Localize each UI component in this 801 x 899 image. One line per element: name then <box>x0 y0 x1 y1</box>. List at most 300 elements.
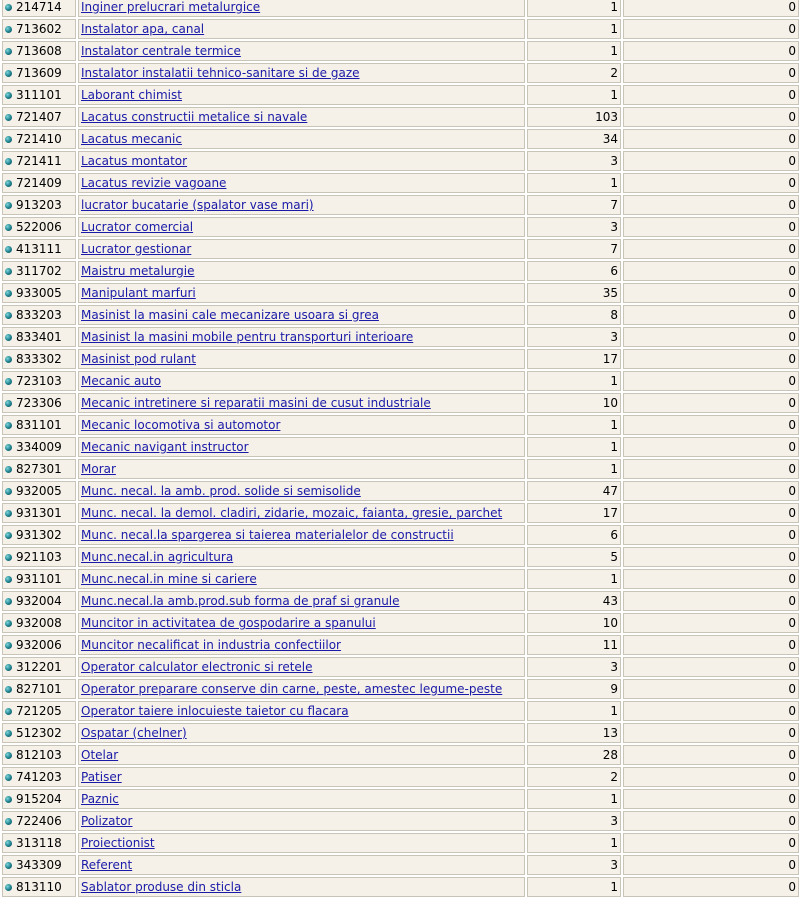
cor-code-cell <box>2 701 76 721</box>
table-row <box>2 195 799 215</box>
table-row <box>2 0 799 17</box>
vacancy-count-cell: 17 <box>527 349 621 369</box>
job-title-cell <box>78 0 525 17</box>
table-row <box>2 393 799 413</box>
cor-code: 833401 <box>16 330 62 344</box>
job-title-link[interactable]: Proiectionist <box>81 836 155 850</box>
cor-code-cell <box>2 173 76 193</box>
secondary-count-cell: 0 <box>623 151 799 171</box>
vacancy-count-cell: 1 <box>527 19 621 39</box>
table-row <box>2 767 799 787</box>
secondary-count-cell: 0 <box>623 525 799 545</box>
table-row <box>2 283 799 303</box>
job-title-link[interactable]: Munc. necal. la demol. cladiri, zidarie, mozaic, faianta, gresie, parchet <box>81 506 503 520</box>
secondary-count-cell: 0 <box>623 41 799 61</box>
bullet-icon <box>5 796 12 803</box>
table-row <box>2 811 799 831</box>
bullet-icon <box>5 774 12 781</box>
cor-code: 931101 <box>16 572 62 586</box>
table-row <box>2 547 799 567</box>
job-title-link[interactable]: Mecanic navigant instructor <box>81 440 249 454</box>
table-row <box>2 217 799 237</box>
cor-code-cell <box>2 833 76 853</box>
table-row <box>2 19 799 39</box>
bullet-icon <box>5 686 12 693</box>
cor-code-cell <box>2 107 76 127</box>
job-title-cell <box>78 217 525 237</box>
cor-code-cell <box>2 811 76 831</box>
vacancy-count-cell: 43 <box>527 591 621 611</box>
secondary-count-cell: 0 <box>623 371 799 391</box>
cor-code-cell <box>2 767 76 787</box>
cor-code: 522006 <box>16 220 62 234</box>
job-title-link[interactable]: Operator taiere inlocuieste taietor cu flacara <box>81 704 349 718</box>
secondary-count-cell: 0 <box>623 85 799 105</box>
table-row <box>2 129 799 149</box>
bullet-icon <box>5 862 12 869</box>
cor-code: 721409 <box>16 176 62 190</box>
bullet-icon <box>5 92 12 99</box>
cor-code: 713608 <box>16 44 62 58</box>
table-row <box>2 613 799 633</box>
bullet-icon <box>5 730 12 737</box>
job-title-cell <box>78 613 525 633</box>
cor-code-cell <box>2 635 76 655</box>
job-title-link[interactable]: Ospatar (chelner) <box>81 726 187 740</box>
bullet-icon <box>5 114 12 121</box>
cor-code: 721410 <box>16 132 62 146</box>
vacancy-count-cell: 1 <box>527 415 621 435</box>
vacancy-count-cell: 7 <box>527 239 621 259</box>
job-title-cell <box>78 349 525 369</box>
cor-code-cell <box>2 371 76 391</box>
cor-code-cell <box>2 305 76 325</box>
job-title-cell <box>78 591 525 611</box>
secondary-count-cell: 0 <box>623 877 799 897</box>
vacancy-count-cell: 1 <box>527 789 621 809</box>
job-title-cell <box>78 481 525 501</box>
job-title-cell <box>78 261 525 281</box>
job-title-link[interactable]: Mecanic auto <box>81 374 162 388</box>
secondary-count-cell: 0 <box>623 437 799 457</box>
job-title-link[interactable]: Manipulant marfuri <box>81 286 196 300</box>
bullet-icon <box>5 708 12 715</box>
table-row <box>2 679 799 699</box>
job-title-link[interactable]: Otelar <box>81 748 119 762</box>
job-title-cell <box>78 437 525 457</box>
bullet-icon <box>5 488 12 495</box>
secondary-count-cell: 0 <box>623 723 799 743</box>
secondary-count-cell: 0 <box>623 679 799 699</box>
job-title-link[interactable]: Paznic <box>81 792 119 806</box>
vacancy-count-cell: 1 <box>527 173 621 193</box>
secondary-count-cell: 0 <box>623 19 799 39</box>
bullet-icon <box>5 202 12 209</box>
secondary-count-cell: 0 <box>623 547 799 567</box>
secondary-count-cell: 0 <box>623 481 799 501</box>
vacancy-count-cell: 1 <box>527 85 621 105</box>
table-row <box>2 63 799 83</box>
job-title-link[interactable]: Instalator apa, canal <box>81 22 205 36</box>
cor-code: 913203 <box>16 198 62 212</box>
secondary-count-cell: 0 <box>623 195 799 215</box>
job-title-cell <box>78 679 525 699</box>
cor-code: 932006 <box>16 638 62 652</box>
job-title-link[interactable]: Morar <box>81 462 116 476</box>
bullet-icon <box>5 378 12 385</box>
cor-code: 921103 <box>16 550 62 564</box>
bullet-icon <box>5 576 12 583</box>
cor-code: 831101 <box>16 418 62 432</box>
table-row <box>2 239 799 259</box>
job-title-cell <box>78 151 525 171</box>
job-title-link[interactable]: lucrator bucatarie (spalator vase mari) <box>81 198 314 212</box>
vacancy-count-cell: 3 <box>527 811 621 831</box>
cor-code: 833302 <box>16 352 62 366</box>
job-title-cell <box>78 305 525 325</box>
secondary-count-cell: 0 <box>623 283 799 303</box>
job-title-cell <box>78 569 525 589</box>
cor-code-cell <box>2 855 76 875</box>
vacancy-count-cell: 1 <box>527 41 621 61</box>
job-title-link[interactable]: Polizator <box>81 814 133 828</box>
job-title-cell <box>78 701 525 721</box>
bullet-icon <box>5 400 12 407</box>
job-title-link[interactable]: Sablator produse din sticla <box>81 880 242 894</box>
job-title-cell <box>78 767 525 787</box>
cor-code: 512302 <box>16 726 62 740</box>
secondary-count-cell: 0 <box>623 415 799 435</box>
secondary-count-cell: 0 <box>623 569 799 589</box>
table-row <box>2 481 799 501</box>
vacancy-count-cell: 2 <box>527 63 621 83</box>
job-title-link[interactable]: Muncitor in activitatea de gospodarire a spanului <box>81 616 376 630</box>
secondary-count-cell: 0 <box>623 767 799 787</box>
vacancy-count-cell: 10 <box>527 393 621 413</box>
job-title-cell <box>78 877 525 897</box>
cor-code: 721411 <box>16 154 62 168</box>
job-title-cell <box>78 503 525 523</box>
vacancy-count-cell: 6 <box>527 261 621 281</box>
cor-code-cell <box>2 129 76 149</box>
job-title-link[interactable]: Lacatus revizie vagoane <box>81 176 227 190</box>
bullet-icon <box>5 664 12 671</box>
table-row <box>2 85 799 105</box>
job-title-cell <box>78 371 525 391</box>
cor-code-cell <box>2 525 76 545</box>
job-title-cell <box>78 41 525 61</box>
bullet-icon <box>5 554 12 561</box>
table-row <box>2 107 799 127</box>
cor-code-cell <box>2 327 76 347</box>
cor-code-cell <box>2 415 76 435</box>
cor-code: 312201 <box>16 660 62 674</box>
bullet-icon <box>5 48 12 55</box>
secondary-count-cell: 0 <box>623 503 799 523</box>
secondary-count-cell: 0 <box>623 591 799 611</box>
cor-code: 343309 <box>16 858 62 872</box>
job-title-link[interactable]: Patiser <box>81 770 122 784</box>
vacancy-count-cell: 34 <box>527 129 621 149</box>
secondary-count-cell: 0 <box>623 635 799 655</box>
table-row <box>2 569 799 589</box>
job-title-link[interactable]: Masinist la masini mobile pentru transporturi interioare <box>81 330 414 344</box>
cor-code-cell <box>2 679 76 699</box>
table-row <box>2 745 799 765</box>
bullet-icon <box>5 642 12 649</box>
cor-code-cell <box>2 0 76 17</box>
table-row <box>2 41 799 61</box>
table-row <box>2 789 799 809</box>
vacancy-count-cell: 11 <box>527 635 621 655</box>
table-row <box>2 459 799 479</box>
bullet-icon <box>5 334 12 341</box>
bullet-icon <box>5 224 12 231</box>
job-title-link[interactable]: Munc.necal.in agricultura <box>81 550 234 564</box>
job-title-link[interactable]: Instalator centrale termice <box>81 44 241 58</box>
table-row <box>2 591 799 611</box>
secondary-count-cell: 0 <box>623 789 799 809</box>
cor-code-cell <box>2 41 76 61</box>
job-title-cell <box>78 393 525 413</box>
job-title-link[interactable]: Lacatus montator <box>81 154 188 168</box>
job-title-cell <box>78 415 525 435</box>
secondary-count-cell: 0 <box>623 305 799 325</box>
job-title-cell <box>78 745 525 765</box>
job-title-link[interactable]: Munc. necal. la amb. prod. solide si semisolide <box>81 484 361 498</box>
cor-code: 313118 <box>16 836 62 850</box>
cor-code: 334009 <box>16 440 62 454</box>
secondary-count-cell: 0 <box>623 63 799 83</box>
secondary-count-cell: 0 <box>623 701 799 721</box>
job-title-link[interactable]: Operator preparare conserve din carne, peste, amestec legume-peste <box>81 682 503 696</box>
vacancy-count-cell: 1 <box>527 569 621 589</box>
bullet-icon <box>5 4 12 11</box>
secondary-count-cell: 0 <box>623 217 799 237</box>
secondary-count-cell: 0 <box>623 855 799 875</box>
bullet-icon <box>5 268 12 275</box>
table-row <box>2 173 799 193</box>
vacancy-count-cell: 2 <box>527 767 621 787</box>
job-title-link[interactable]: Mecanic locomotiva si automotor <box>81 418 281 432</box>
bullet-icon <box>5 598 12 605</box>
cor-code-cell <box>2 151 76 171</box>
cor-code: 713609 <box>16 66 62 80</box>
cor-code: 827301 <box>16 462 62 476</box>
cor-code-cell <box>2 261 76 281</box>
cor-code: 813110 <box>16 880 62 894</box>
vacancy-count-cell: 47 <box>527 481 621 501</box>
table-row <box>2 327 799 347</box>
vacancy-count-cell: 6 <box>527 525 621 545</box>
cor-code: 931302 <box>16 528 62 542</box>
job-title-link[interactable]: Lacatus mecanic <box>81 132 182 146</box>
jobs-table-body <box>2 0 799 897</box>
cor-code-cell <box>2 723 76 743</box>
bullet-icon <box>5 70 12 77</box>
table-row <box>2 657 799 677</box>
table-row <box>2 305 799 325</box>
table-row <box>2 437 799 457</box>
vacancy-count-cell: 3 <box>527 855 621 875</box>
bullet-icon <box>5 840 12 847</box>
job-title-cell <box>78 855 525 875</box>
cor-code: 713602 <box>16 22 62 36</box>
bullet-icon <box>5 312 12 319</box>
bullet-icon <box>5 510 12 517</box>
secondary-count-cell: 0 <box>623 239 799 259</box>
vacancy-count-cell: 8 <box>527 305 621 325</box>
cor-code: 915204 <box>16 792 62 806</box>
bullet-icon <box>5 444 12 451</box>
job-title-link[interactable]: Inginer prelucrari metalurgice <box>81 0 261 14</box>
secondary-count-cell: 0 <box>623 393 799 413</box>
cor-code-cell <box>2 85 76 105</box>
job-title-link[interactable]: Masinist pod rulant <box>81 352 196 366</box>
job-title-cell <box>78 85 525 105</box>
bullet-icon <box>5 752 12 759</box>
job-title-cell <box>78 19 525 39</box>
vacancy-count-cell: 103 <box>527 107 621 127</box>
job-title-link[interactable]: Laborant chimist <box>81 88 182 102</box>
cor-code: 721407 <box>16 110 62 124</box>
bullet-icon <box>5 136 12 143</box>
secondary-count-cell: 0 <box>623 0 799 17</box>
secondary-count-cell: 0 <box>623 261 799 281</box>
cor-code-cell <box>2 481 76 501</box>
cor-code: 827101 <box>16 682 62 696</box>
vacancy-count-cell: 7 <box>527 195 621 215</box>
cor-code: 931301 <box>16 506 62 520</box>
cor-code-cell <box>2 745 76 765</box>
cor-code-cell <box>2 789 76 809</box>
bullet-icon <box>5 356 12 363</box>
job-title-link[interactable]: Instalator instalatii tehnico-sanitare si de gaze <box>81 66 360 80</box>
job-title-cell <box>78 327 525 347</box>
table-row <box>2 525 799 545</box>
vacancy-count-cell: 1 <box>527 833 621 853</box>
job-title-link[interactable]: Referent <box>81 858 133 872</box>
job-title-link[interactable]: Lucrator gestionar <box>81 242 192 256</box>
cor-code-cell <box>2 217 76 237</box>
job-title-link[interactable]: Munc.necal.la amb.prod.sub forma de praf si granule <box>81 594 400 608</box>
job-title-cell <box>78 239 525 259</box>
cor-code-cell <box>2 437 76 457</box>
bullet-icon <box>5 158 12 165</box>
vacancy-count-cell: 3 <box>527 657 621 677</box>
cor-code-cell <box>2 459 76 479</box>
job-title-cell <box>78 789 525 809</box>
job-title-cell <box>78 723 525 743</box>
table-row <box>2 415 799 435</box>
bullet-icon <box>5 180 12 187</box>
secondary-count-cell: 0 <box>623 811 799 831</box>
cor-code: 932008 <box>16 616 62 630</box>
cor-code-cell <box>2 877 76 897</box>
job-title-link[interactable]: Masinist la masini cale mecanizare usoara si grea <box>81 308 379 322</box>
vacancy-count-cell: 10 <box>527 613 621 633</box>
job-title-cell <box>78 283 525 303</box>
job-title-link[interactable]: Muncitor necalificat in industria confectiilor <box>81 638 341 652</box>
cor-code-cell <box>2 19 76 39</box>
cor-code: 721205 <box>16 704 62 718</box>
cor-code: 812103 <box>16 748 62 762</box>
job-title-link[interactable]: Lacatus constructii metalice si navale <box>81 110 308 124</box>
job-title-cell <box>78 195 525 215</box>
cor-code: 932004 <box>16 594 62 608</box>
job-title-cell <box>78 635 525 655</box>
job-title-cell <box>78 129 525 149</box>
cor-code: 722406 <box>16 814 62 828</box>
vacancy-count-cell: 35 <box>527 283 621 303</box>
cor-code: 932005 <box>16 484 62 498</box>
secondary-count-cell: 0 <box>623 745 799 765</box>
vacancy-count-cell: 1 <box>527 877 621 897</box>
cor-code-cell <box>2 195 76 215</box>
vacancy-count-cell: 3 <box>527 151 621 171</box>
vacancy-count-cell: 3 <box>527 327 621 347</box>
bullet-icon <box>5 818 12 825</box>
job-title-cell <box>78 525 525 545</box>
bullet-icon <box>5 290 12 297</box>
table-row <box>2 503 799 523</box>
secondary-count-cell: 0 <box>623 459 799 479</box>
table-row <box>2 151 799 171</box>
vacancy-count-cell: 17 <box>527 503 621 523</box>
secondary-count-cell: 0 <box>623 613 799 633</box>
vacancy-count-cell: 5 <box>527 547 621 567</box>
vacancy-count-cell: 1 <box>527 701 621 721</box>
vacancy-count-cell: 9 <box>527 679 621 699</box>
job-title-link[interactable]: Munc.necal.in mine si cariere <box>81 572 257 586</box>
vacancy-count-cell: 13 <box>527 723 621 743</box>
vacancy-count-cell: 3 <box>527 217 621 237</box>
cor-code: 933005 <box>16 286 62 300</box>
bullet-icon <box>5 532 12 539</box>
cor-code-cell <box>2 569 76 589</box>
secondary-count-cell: 0 <box>623 129 799 149</box>
cor-code-cell <box>2 503 76 523</box>
cor-code-cell <box>2 613 76 633</box>
table-row <box>2 371 799 391</box>
cor-code-cell <box>2 283 76 303</box>
job-title-cell <box>78 173 525 193</box>
job-title-cell <box>78 63 525 83</box>
job-title-cell <box>78 107 525 127</box>
secondary-count-cell: 0 <box>623 657 799 677</box>
job-title-link[interactable]: Maistru metalurgie <box>81 264 195 278</box>
cor-code-cell <box>2 63 76 83</box>
table-row <box>2 833 799 853</box>
bullet-icon <box>5 246 12 253</box>
vacancy-count-cell: 1 <box>527 0 621 17</box>
table-row <box>2 635 799 655</box>
secondary-count-cell: 0 <box>623 107 799 127</box>
cor-code: 833203 <box>16 308 62 322</box>
job-title-link[interactable]: Operator calculator electronic si retele <box>81 660 313 674</box>
job-title-link[interactable]: Mecanic intretinere si reparatii masini de cusut industriale <box>81 396 431 410</box>
job-title-cell <box>78 547 525 567</box>
table-row <box>2 349 799 369</box>
bullet-icon <box>5 884 12 891</box>
bullet-icon <box>5 422 12 429</box>
cor-code: 741203 <box>16 770 62 784</box>
cor-code: 214714 <box>16 0 62 14</box>
cor-code: 413111 <box>16 242 62 256</box>
job-title-link[interactable]: Lucrator comercial <box>81 220 194 234</box>
job-title-link[interactable]: Munc. necal.la spargerea si taierea materialelor de constructii <box>81 528 454 542</box>
table-row <box>2 855 799 875</box>
